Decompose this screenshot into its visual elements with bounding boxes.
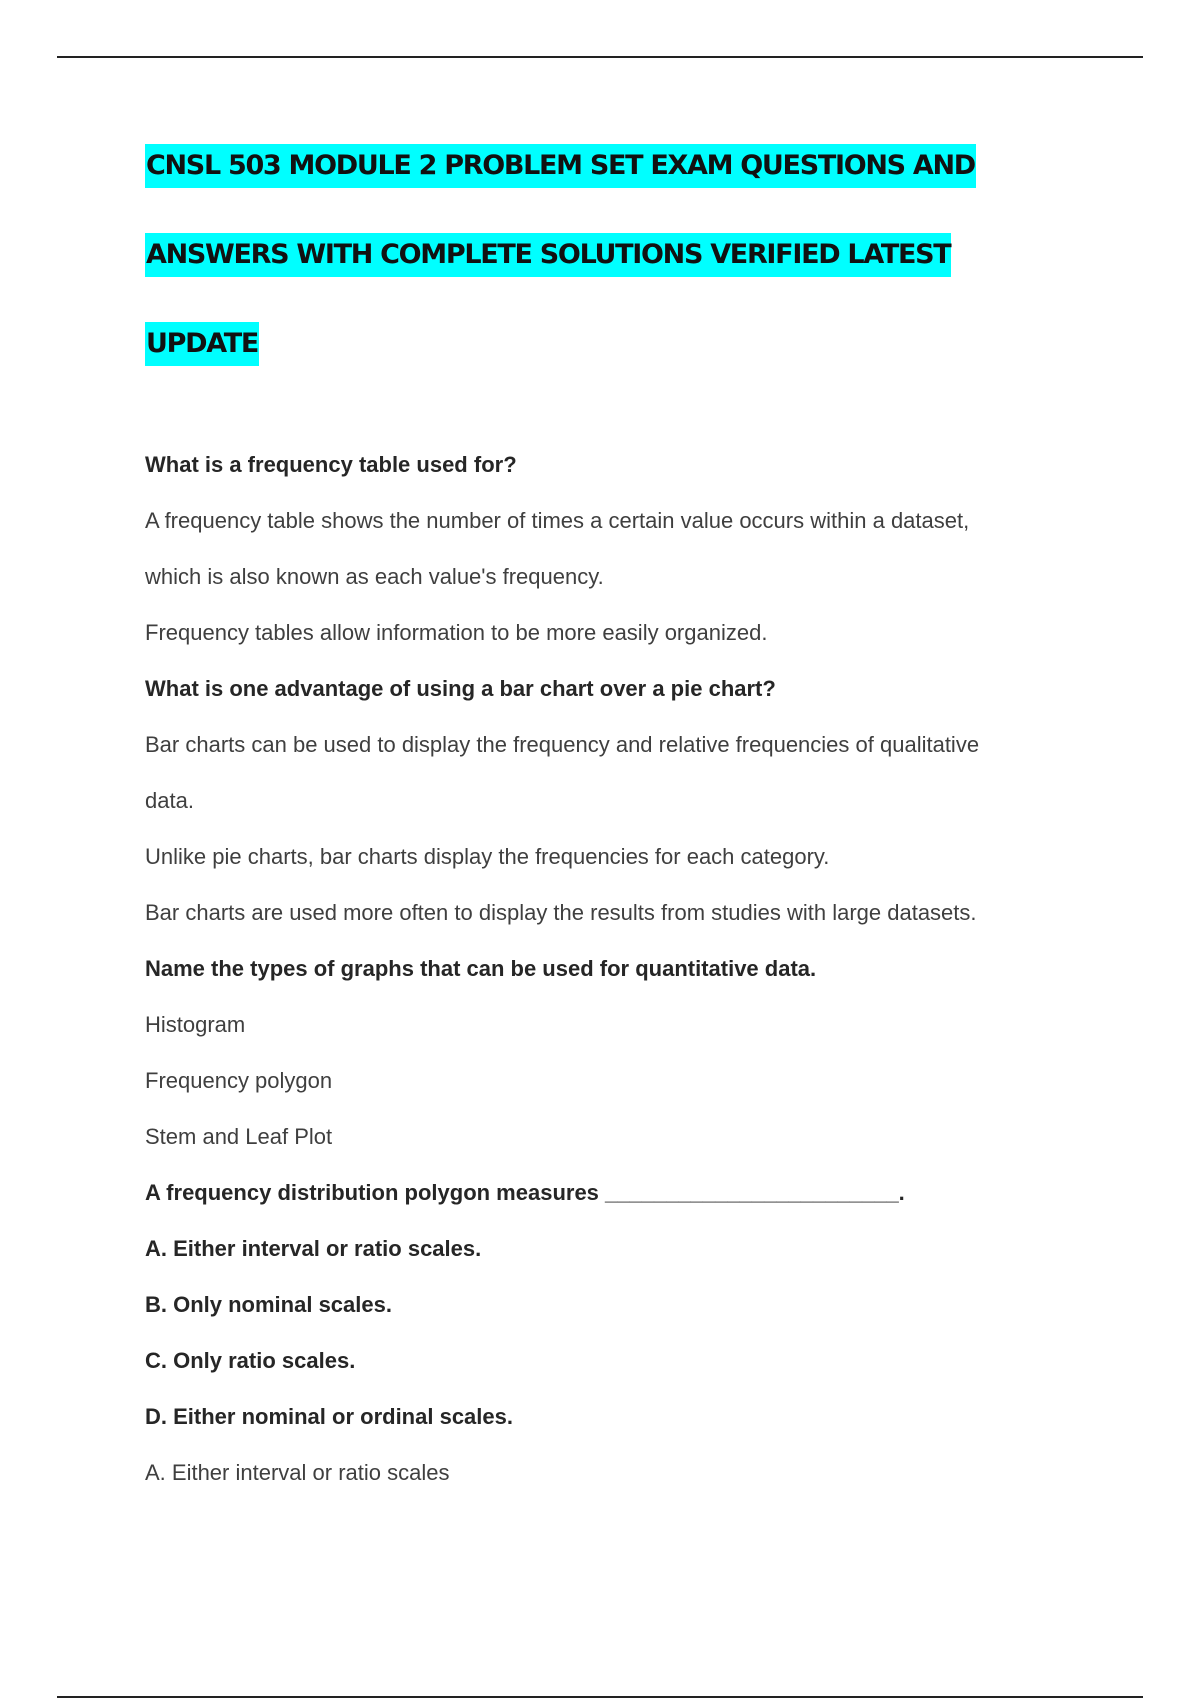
answer-text: Bar charts are used more often to display the results from studies with large datasets. <box>145 900 977 925</box>
footer-rule <box>57 1696 1143 1698</box>
question-frequency-table: What is a frequency table used for? <box>145 452 517 477</box>
answer-list-item: Frequency polygon <box>145 1068 333 1093</box>
header-rule <box>57 56 1143 58</box>
title-line-1 <box>145 144 1125 233</box>
document-body <box>145 144 1125 1501</box>
answer-text: Frequency tables allow information to be more easily organized. <box>145 620 768 645</box>
document-title <box>145 144 1125 411</box>
question-quantitative-graphs: Name the types of graphs that can be used for quantitative data. <box>145 956 817 981</box>
title-line-2 <box>145 233 1125 322</box>
question-frequency-polygon: A frequency distribution polygon measures ________________________. <box>145 1180 905 1205</box>
option-d: D. Either nominal or ordinal scales. <box>145 1404 513 1429</box>
option-c: C. Only ratio scales. <box>145 1348 356 1373</box>
option-b: B. Only nominal scales. <box>145 1292 392 1317</box>
answer-text: A. Either interval or ratio scales <box>145 1460 450 1485</box>
answer-list-item: Stem and Leaf Plot <box>145 1124 333 1149</box>
answer-text: A frequency table shows the number of times a certain value occurs within a dataset, <box>145 508 970 533</box>
question-bar-vs-pie: What is one advantage of using a bar chart over a pie chart? <box>145 676 776 701</box>
title-highlight: CNSL 503 MODULE 2 PROBLEM SET EXAM QUESTIONS AND <box>145 144 976 188</box>
answer-list-item: Histogram <box>145 1012 246 1037</box>
option-a: A. Either interval or ratio scales. <box>145 1236 482 1261</box>
title-highlight: ANSWERS WITH COMPLETE SOLUTIONS VERIFIED LATEST <box>145 233 951 277</box>
title-highlight: UPDATE <box>145 322 259 366</box>
title-line-3 <box>145 322 1125 411</box>
answer-text: Bar charts can be used to display the frequency and relative frequencies of qualitative <box>145 732 980 757</box>
answer-text: Unlike pie charts, bar charts display the frequencies for each category. <box>145 844 830 869</box>
answer-text: data. <box>145 788 194 813</box>
answer-text: which is also known as each value's frequency. <box>145 564 604 589</box>
